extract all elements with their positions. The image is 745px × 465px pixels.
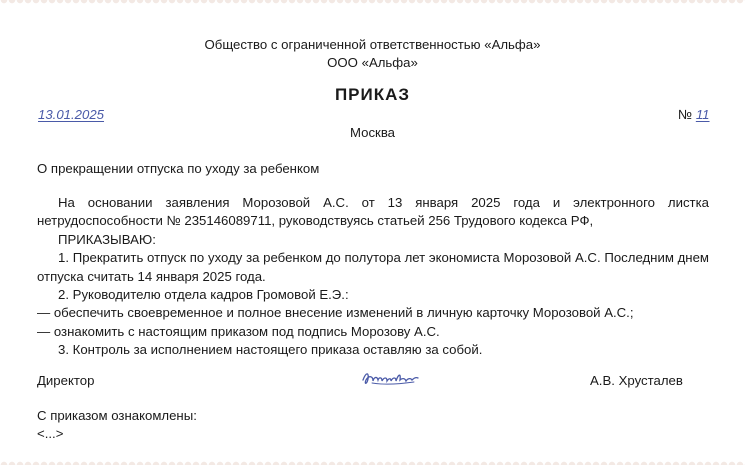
order-item-2-subitem-1: — обеспечить своевременное и полное внесение изменений в личную карточку Морозовой А.С.; (37, 305, 634, 321)
document-city: Москва (349, 125, 396, 140)
number-value: 11 (695, 107, 710, 122)
order-item-3: 3. Контроль за исполнением настоящего приказа оставляю за собой. (58, 342, 483, 358)
torn-edge-top (0, 0, 745, 8)
basis-paragraph: На основании заявления Морозовой А.С. от 13 января 2025 года и электронного листка нетрудоспособности № 235146089711, руководствуясь статьей 256 Трудового кодекса РФ, (37, 195, 709, 229)
acquaintance-label: С приказом ознакомлены: (37, 408, 197, 423)
document-number (678, 106, 710, 124)
signature-position: Директор (37, 373, 95, 388)
order-word: ПРИКАЗЫВАЮ: (58, 231, 156, 247)
organization-short-name: ООО «Альфа» (327, 55, 418, 70)
document-page (0, 8, 745, 457)
order-item-2-subitem-2: — ознакомить с настоящим приказом под подпись Морозову А.С. (37, 323, 440, 339)
number-sign: № (678, 107, 693, 122)
torn-edge-bottom (0, 457, 745, 465)
handwritten-signature (360, 366, 420, 390)
order-item-1: 1. Прекратить отпуск по уходу за ребенком до полутора лет экономиста Морозовой А.С. Последним днем отпуска считать 14 января 2025 года. (37, 250, 709, 284)
document-body (37, 194, 709, 360)
organization-full-name: Общество с ограниченной ответственностью «Альфа» (204, 37, 541, 52)
acquaintance-placeholder: <...> (37, 426, 64, 441)
document-date: 13.01.2025 (38, 107, 105, 122)
order-item-2: 2. Руководителю отдела кадров Громовой Е.Э.: (58, 287, 349, 303)
document-title: ПРИКАЗ (334, 85, 411, 104)
document-subject: О прекращении отпуска по уходу за ребенком (37, 161, 320, 176)
signatory-name: А.В. Хрусталев (590, 373, 683, 388)
